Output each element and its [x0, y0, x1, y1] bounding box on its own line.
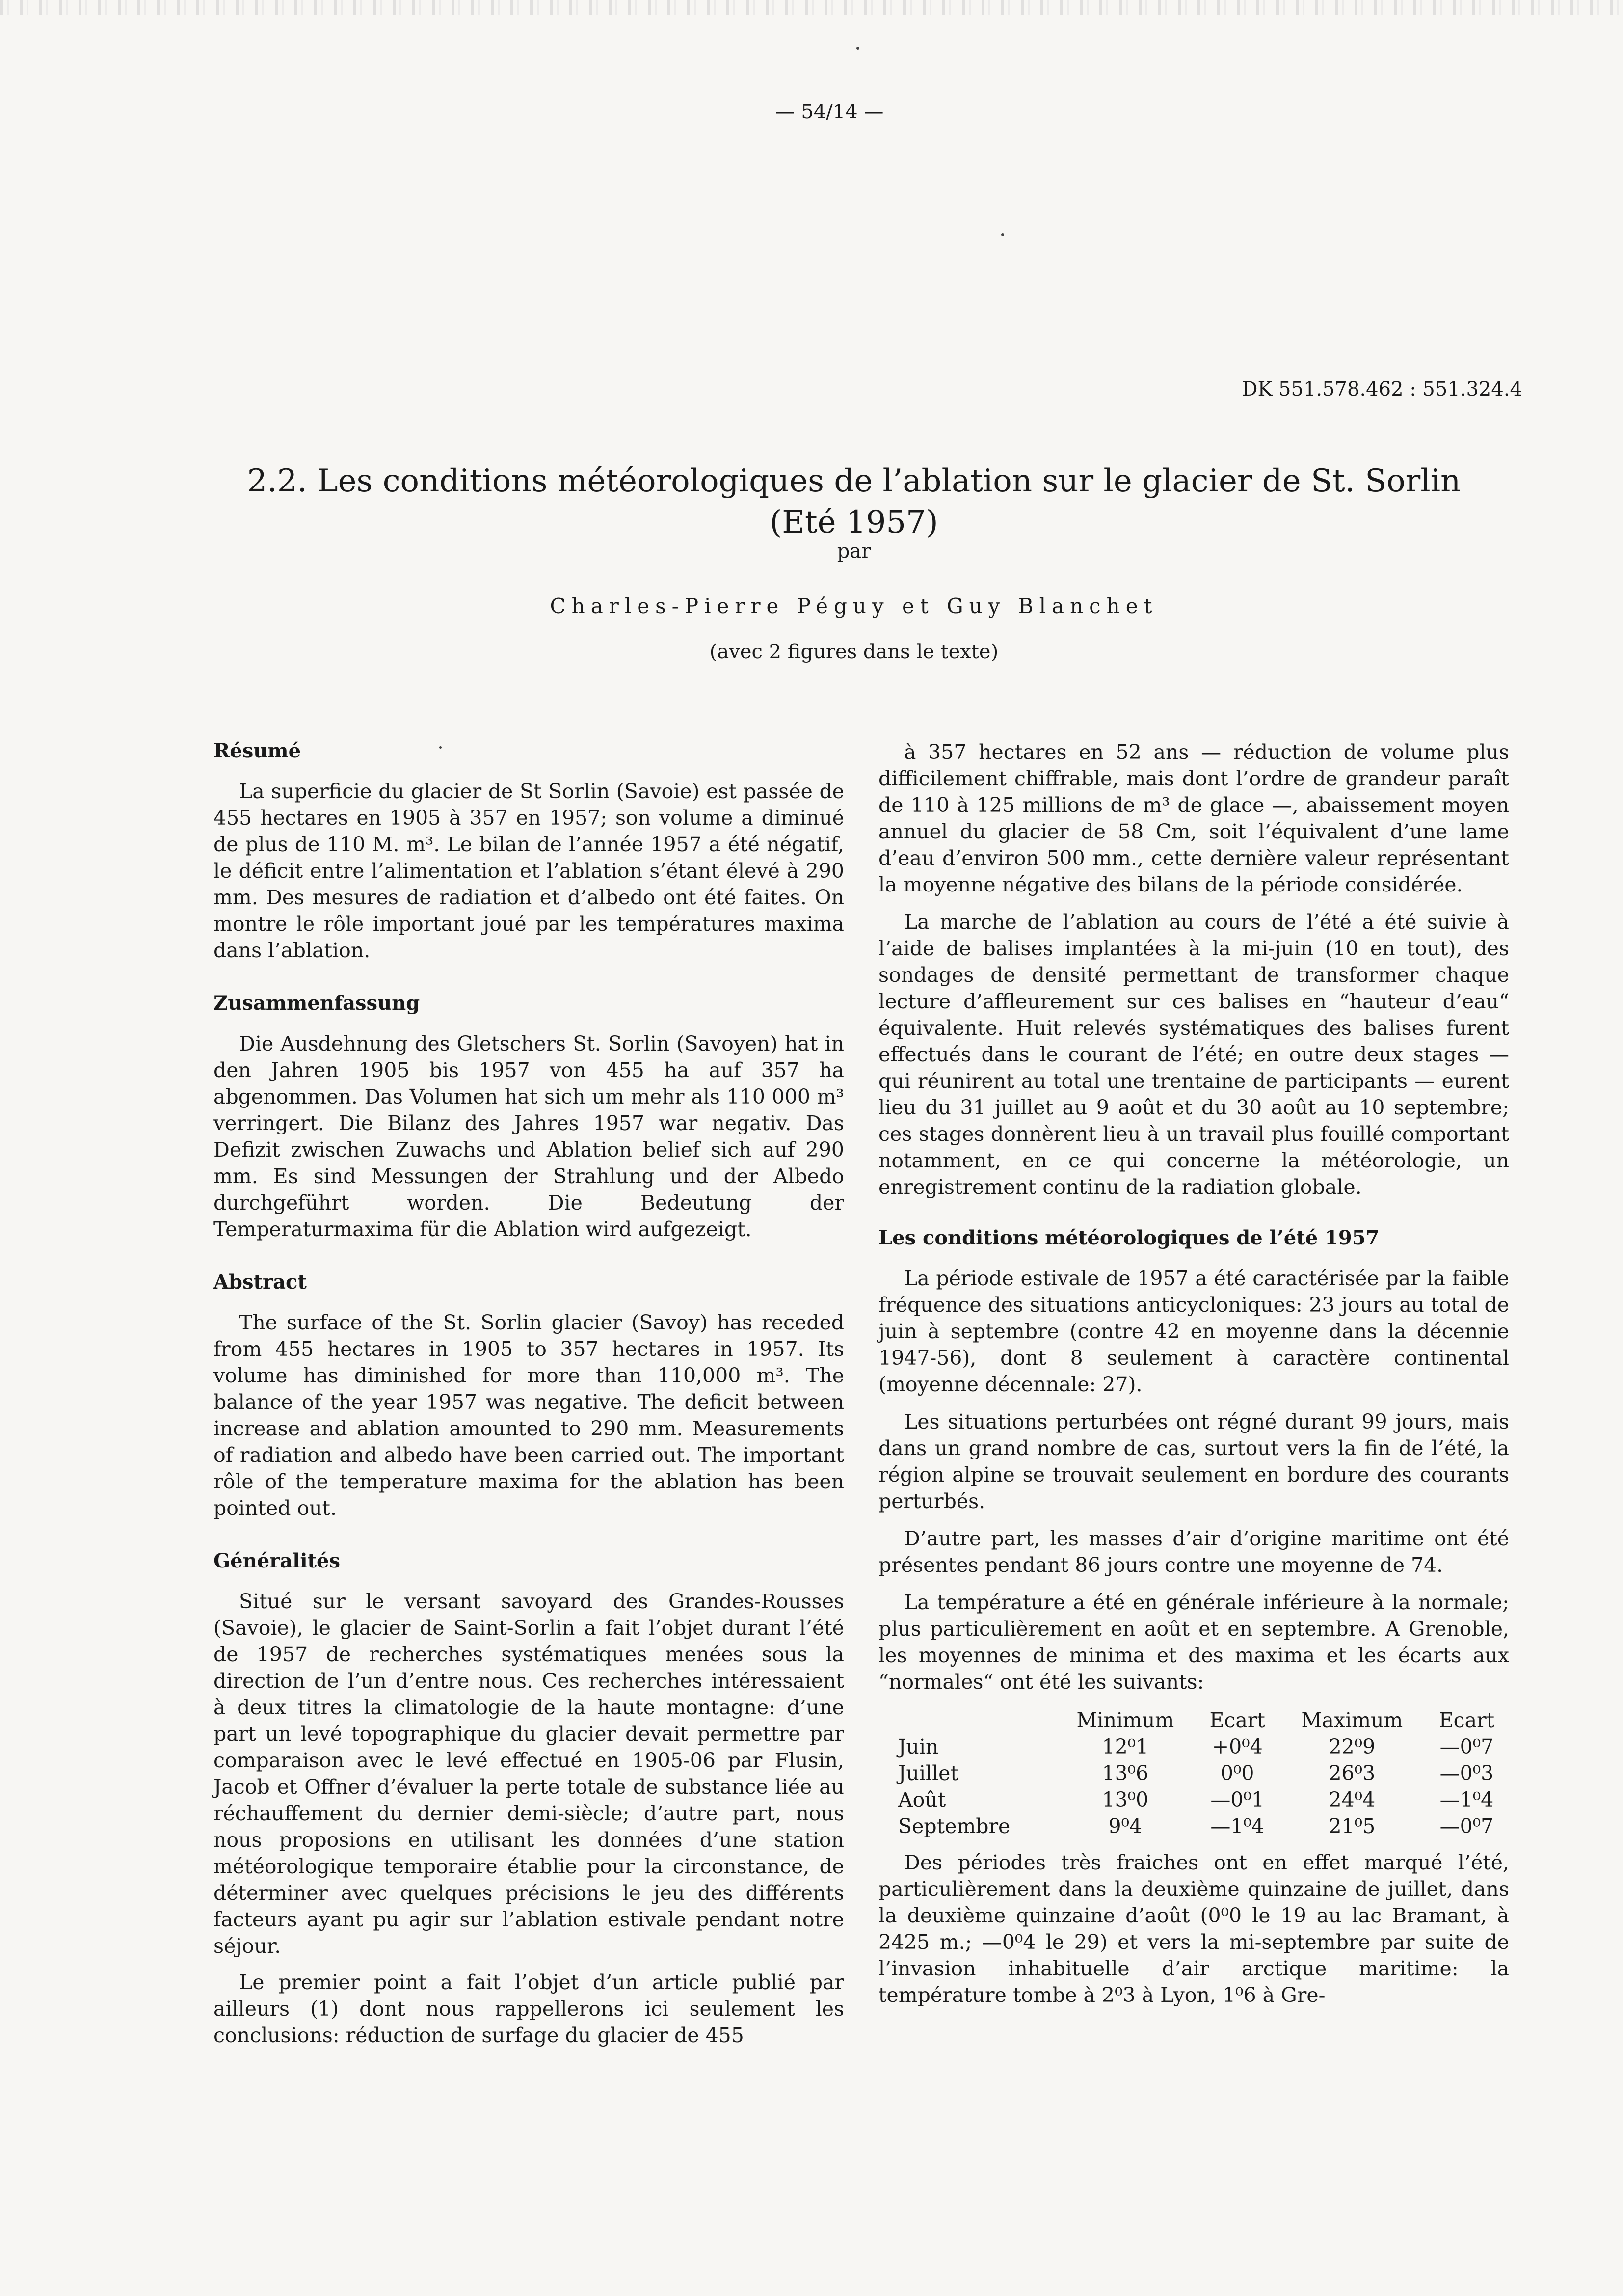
table-header-cell: Ecart	[1438, 1708, 1495, 1732]
table-cell-month: Juin	[898, 1735, 939, 1758]
table-cell-month: Août	[898, 1788, 946, 1811]
zusammenfassung-section	[213, 991, 844, 1243]
ablation-paragraph: La marche de l’ablation au cours de l’été a été suivie à l’aide de balises implantées à la mi-juin (10 en tout), des sondages de densité permettant de transformer chaque lecture d’affleurement sur ces balises en “hauteur d’eau“ équivalente. Huit relevés systématiques des balises furent effectués dans le courant de l’été; en outre deux stages — qui réunirent au total une trentaine de participants — eurent lieu du 31 juillet au 9 août et du 30 août au 10 septembre; ces stages donnèrent lieu à un travail plus fouillé comportant notamment, en ce qui concerne la météorologie, un enregistrement continu de la radiation globale.	[878, 910, 1509, 1199]
table-cell: 0⁰0	[1220, 1761, 1254, 1785]
table-cell: 22⁰9	[1329, 1735, 1376, 1758]
left-column	[213, 739, 844, 2076]
table-cell: 9⁰4	[1108, 1814, 1143, 1838]
table-cell: 13⁰0	[1102, 1788, 1149, 1811]
table-row	[878, 1786, 1509, 1813]
paper-title	[206, 460, 1502, 543]
table-cell-month: Septembre	[898, 1814, 1011, 1838]
byline: par	[837, 540, 871, 563]
authors: Charles-Pierre Péguy et Guy Blanchet	[550, 594, 1158, 618]
table-cell: 21⁰5	[1329, 1814, 1376, 1838]
table-row	[878, 1813, 1509, 1839]
meteo-paragraph-5: Des périodes très fraiches ont en effet marqué l’été, particulièrement dans la deuxième quinzaine de juillet, dans la deuxième quinzaine d’août (0⁰0 le 19 au lac Bramant, à 2425 m.; —0⁰4 le 29) et vers la mi-septembre par suite de l’invasion inhabituelle d’air arctique maritime: la température tombe à 2⁰3 à Lyon, 1⁰6 à Gre-	[878, 1851, 1509, 2007]
scan-edge-artifact	[0, 0, 1623, 15]
table-row	[878, 1733, 1509, 1760]
generalites-paragraph-2: Le premier point a fait l’objet d’un article publié par ailleurs (1) dont nous rappellerons ici seulement les conclusions: réduction de surfage du glacier de 455	[213, 1971, 844, 2047]
table-header-cell: Minimum	[1076, 1708, 1174, 1732]
page-number: — 54/14 —	[775, 101, 884, 123]
table-cell: —0⁰7	[1439, 1814, 1494, 1838]
resume-heading: Résumé	[213, 739, 301, 762]
meteo-paragraph-4: La température a été en générale inférieure à la normale; plus particulièrement en août et en septembre. A Grenoble, les moyennes de minima et des maxima et les écarts aux “normales“ ont été les suivants:	[878, 1591, 1509, 1694]
table-header-row	[878, 1707, 1509, 1733]
title-line-1: 2.2. Les conditions météorologiques de l’ablation sur le glacier de St. Sorlin	[247, 462, 1461, 499]
table-cell: 13⁰6	[1102, 1761, 1149, 1785]
meteo-paragraph-1: La période estivale de 1957 a été caractérisée par la faible fréquence des situations anticycloniques: 23 jours au total de juin à septembre (contre 42 en moyenne dans la décennie 1947-56), dont 8 seulement à caractère continental (moyenne décennale: 27).	[878, 1267, 1509, 1396]
title-line-2: (Eté 1957)	[770, 504, 938, 540]
table-cell: 24⁰4	[1329, 1788, 1376, 1811]
temperature-table	[878, 1707, 1509, 1839]
continuation-paragraph: à 357 hectares en 52 ans — réduction de volume plus difficilement chiffrable, mais dont l’ordre de grandeur paraît de 110 à 125 millions de m³ de glace —, abaissement moyen annuel du glacier de 58 Cm, soit l’équivalent d’une lame d’eau d’environ 500 mm., cette dernière valeur représentant la moyenne négative des bilans de la période considérée.	[878, 740, 1509, 896]
table-cell: +0⁰4	[1212, 1735, 1263, 1758]
table-cell: 12⁰1	[1102, 1735, 1149, 1758]
table-header-cell: Ecart	[1209, 1708, 1265, 1732]
scan-speck	[1001, 233, 1004, 236]
table-cell: —0⁰7	[1439, 1735, 1494, 1758]
figure-note: (avec 2 figures dans le texte)	[709, 641, 999, 663]
zusammenfassung-text: Die Ausdehnung des Gletschers St. Sorlin (Savoyen) hat in den Jahren 1905 bis 1957 von 455 ha auf 357 ha abgenommen. Das Volumen hat sich um mehr als 110 000 m³ verringert. Die Bilanz des Jahres 1957 war negativ. Das Defizit zwischen Zuwachs und Ablation belief sich auf 290 mm. Es sind Messungen der Strahlung und der Albedo durchgeführt worden. Die Bedeutung der Temperaturmaxima für die Ablation wird aufgezeigt.	[213, 1032, 844, 1241]
generalites-paragraph-1: Situé sur le versant savoyard des Grandes-Rousses (Savoie), le glacier de Saint-Sorlin a fait l’objet durant l’été de 1957 de recherches systématiques menées sous la direction de l’un d’entre nous. Ces recherches intéressaient à deux titres la climatologie de la haute montagne: d’une part un levé topographique du glacier devait permettre par comparaison avec le levé effectué en 1905-06 par Flusin, Jacob et Offner d’évaluer la perte totale de substance liée au réchauffement du dernier demi-siècle; d’autre part, nous nous proposions en utilisant les données d’une station météorologique temporaire établie pour la circonstance, de déterminer avec quelques précisions le jeu des différents facteurs ayant pu agir sur l’ablation estivale pendant notre séjour.	[213, 1590, 844, 1958]
generalites-section	[213, 1549, 844, 2049]
table-row	[878, 1760, 1509, 1786]
table-cell-month: Juillet	[898, 1761, 958, 1785]
zusammenfassung-heading: Zusammenfassung	[213, 992, 420, 1015]
table-cell: —0⁰1	[1210, 1788, 1265, 1811]
right-column	[878, 739, 1509, 2008]
abstract-heading: Abstract	[213, 1270, 307, 1294]
table-cell: —1⁰4	[1439, 1788, 1494, 1811]
table-header-cell: Maximum	[1301, 1708, 1403, 1732]
abstract-section	[213, 1270, 844, 1521]
meteo-paragraph-2: Les situations perturbées ont régné durant 99 jours, mais dans un grand nombre de cas, surtout vers la fin de l’été, la région alpine se trouvait seulement en bordure des courants perturbés.	[878, 1410, 1509, 1513]
meteo-paragraph-3: D’autre part, les masses d’air d’origine maritime ont été présentes pendant 86 jours contre une moyenne de 74.	[878, 1527, 1509, 1577]
meteo-section-heading: Les conditions météorologiques de l’été 1957	[878, 1226, 1380, 1249]
table-cell: —1⁰4	[1210, 1814, 1265, 1838]
classification-code: DK 551.578.462 : 551.324.4	[1242, 378, 1522, 401]
table-header-cell	[878, 1707, 1056, 1733]
scan-speck	[856, 47, 859, 50]
resume-text: La superficie du glacier de St Sorlin (Savoie) est passée de 455 hectares en 1905 à 357 en 1957; son volume a diminué de plus de 110 M. m³. Le bilan de l’année 1957 a été négatif, le déficit entre l’alimentation et l’ablation s’étant élevé à 290 mm. Des mesures de radiation et d’albedo ont été faites. On montre le rôle important joué par les températures maxima dans l’ablation.	[213, 780, 844, 962]
table-cell: 26⁰3	[1329, 1761, 1376, 1785]
abstract-text: The surface of the St. Sorlin glacier (Savoy) has receded from 455 hectares in 1905 to 357 hectares in 1957. Its volume has diminished for more than 110,000 m³. The balance of the year 1957 was negative. The deficit between increase and ablation amounted to 290 mm. Measurements of radiation and albedo have been carried out. The important rôle of the temperature maxima for the ablation has been pointed out.	[213, 1311, 844, 1520]
generalites-heading: Généralités	[213, 1549, 340, 1572]
table-cell: —0⁰3	[1439, 1761, 1494, 1785]
resume-section	[213, 739, 844, 964]
